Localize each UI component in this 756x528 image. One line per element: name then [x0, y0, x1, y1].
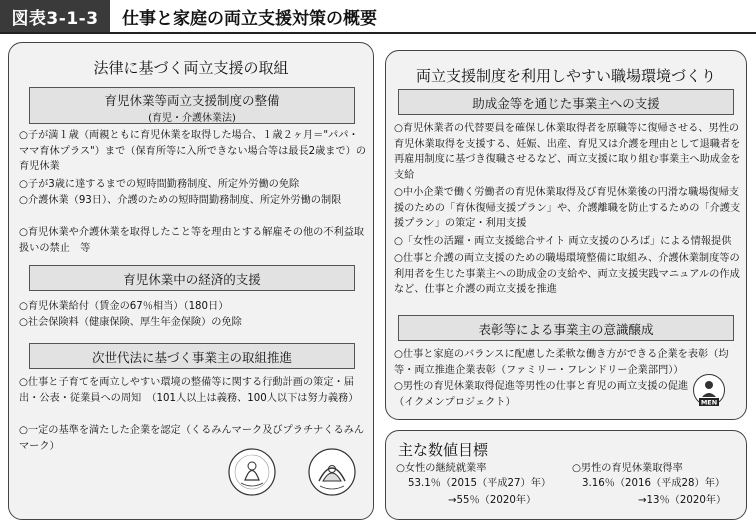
platinum-kurumin-mark-icon: [307, 447, 357, 497]
legal-support-heading: 法律に基づく両立支援の取組: [93, 59, 289, 77]
economic-support-box: [29, 265, 355, 291]
legal-support-panel: [8, 42, 374, 520]
workplace-environment-panel: [385, 50, 747, 420]
list-item: ○育児休業者の代替要員を確保し休業取得者を原職等に復帰させる、男性の育児休業取得を支援する、妊娠、出産、育児又は介護を理由として退職者を再雇用制度に基づき復職させるなど、両立支援に取り組む事業主へ助成金を支給: [394, 123, 741, 181]
subsidy-support-box: [398, 89, 734, 115]
female-employment-current: 53.1％（2015（平成27）年）: [408, 478, 552, 489]
numeric-targets-heading: 主な数値目標: [398, 441, 489, 459]
page-title: 仕事と家庭の両立支援対策の概要: [122, 8, 377, 29]
childcare-leave-box: [29, 87, 355, 124]
list-item: ○一定の基準を満たした企業を認定（くるみんマーク及びプラチナくるみんマーク）: [19, 425, 365, 452]
workplace-environment-heading: 両立支援制度を利用しやすい職場環境づくり: [415, 67, 716, 85]
award-awareness-title: 表彰等による事業主の意識醸成: [478, 322, 654, 337]
female-employment-label: ○女性の継続就業率: [396, 463, 487, 474]
kurumin-mark-icon: [227, 447, 277, 497]
list-item: ○社会保険料（健康保険、厚生年金保険）の免除: [19, 317, 242, 328]
next-generation-title: 次世代法に基づく事業主の取組推進: [91, 350, 292, 365]
ikumen-project-logo-icon: [692, 373, 726, 409]
list-item: ○男性の育児休業取得促進等男性の仕事と育児の両立支援の促進（イクメンプロジェクト）: [394, 381, 689, 408]
list-item: ○子が3歳に達するまでの短時間勤務制度、所定外労働の免除: [19, 179, 300, 190]
list-item: ○育児休業や介護休業を取得したこと等を理由とする解雇その他の不利益取扱いの禁止 等: [19, 227, 365, 254]
list-item: ○育児休業給付（賃金の67％相当）（180日）: [19, 301, 229, 312]
female-employment-target: →55％（2020年）: [448, 495, 537, 506]
next-generation-box: [29, 343, 355, 369]
list-item: ○中小企業で働く労働者の育児休業取得及び育児休業後の円滑な職場復帰支援のための「育休復帰支援プラン」や、介護離職を防止するための「介護支援プラン」の策定・利用支援: [394, 187, 741, 229]
subsidy-support-title: 助成金等を通じた事業主への支援: [472, 96, 660, 111]
list-item: ○仕事と介護の両立支援のための職場環境整備に取組み、介護休業制度等の利用者を生じた事業主への助成金の支給や、両立支援実践マニュアルの作成など、仕事と介護の両立支援を推進: [394, 253, 740, 295]
list-item: ○仕事と家庭のバランスに配慮した柔軟な働き方ができる企業を表彰（均等・両立推進企業表彰（ファミリー・フレンドリー企業部門））: [394, 349, 729, 376]
ikumen-logo-text: MEN: [700, 398, 718, 407]
numeric-targets-panel: [385, 430, 747, 520]
list-item: ○介護休業（93日）、介護のための短時間勤務制度、所定外労働の制限: [19, 195, 342, 206]
figure-label: 図表3-1-3: [0, 0, 110, 32]
childcare-leave-note: (育児・介護休業法): [148, 113, 236, 124]
award-awareness-box: [398, 315, 734, 341]
childcare-leave-title: 育児休業等両立支援制度の整備: [104, 93, 280, 108]
male-leave-current: 3.16％（2016（平成28）年）: [582, 478, 726, 489]
male-leave-target: →13％（2020年）: [638, 495, 727, 506]
male-leave-label: ○男性の育児休業取得率: [572, 463, 683, 474]
economic-support-title: 育児休業中の経済的支援: [123, 272, 261, 287]
figure-header: [0, 0, 756, 34]
list-item: ○仕事と子育てを両立しやすい環境の整備等に関する行動計画の策定・届出・公表・従業員への周知 （101人以上は義務、100人以下は努力義務）: [19, 377, 359, 404]
list-item: ○子が満１歳（両親ともに育児休業を取得した場合、１歳２ヶ月＝"パパ・ママ育休プラス"）まで（保育所等に入所できない場合等は最長2歳まで）の育児休業: [19, 130, 367, 172]
list-item: ○「女性の活躍・両立支援総合サイト 両立支援のひろば」による情報提供: [394, 236, 732, 247]
